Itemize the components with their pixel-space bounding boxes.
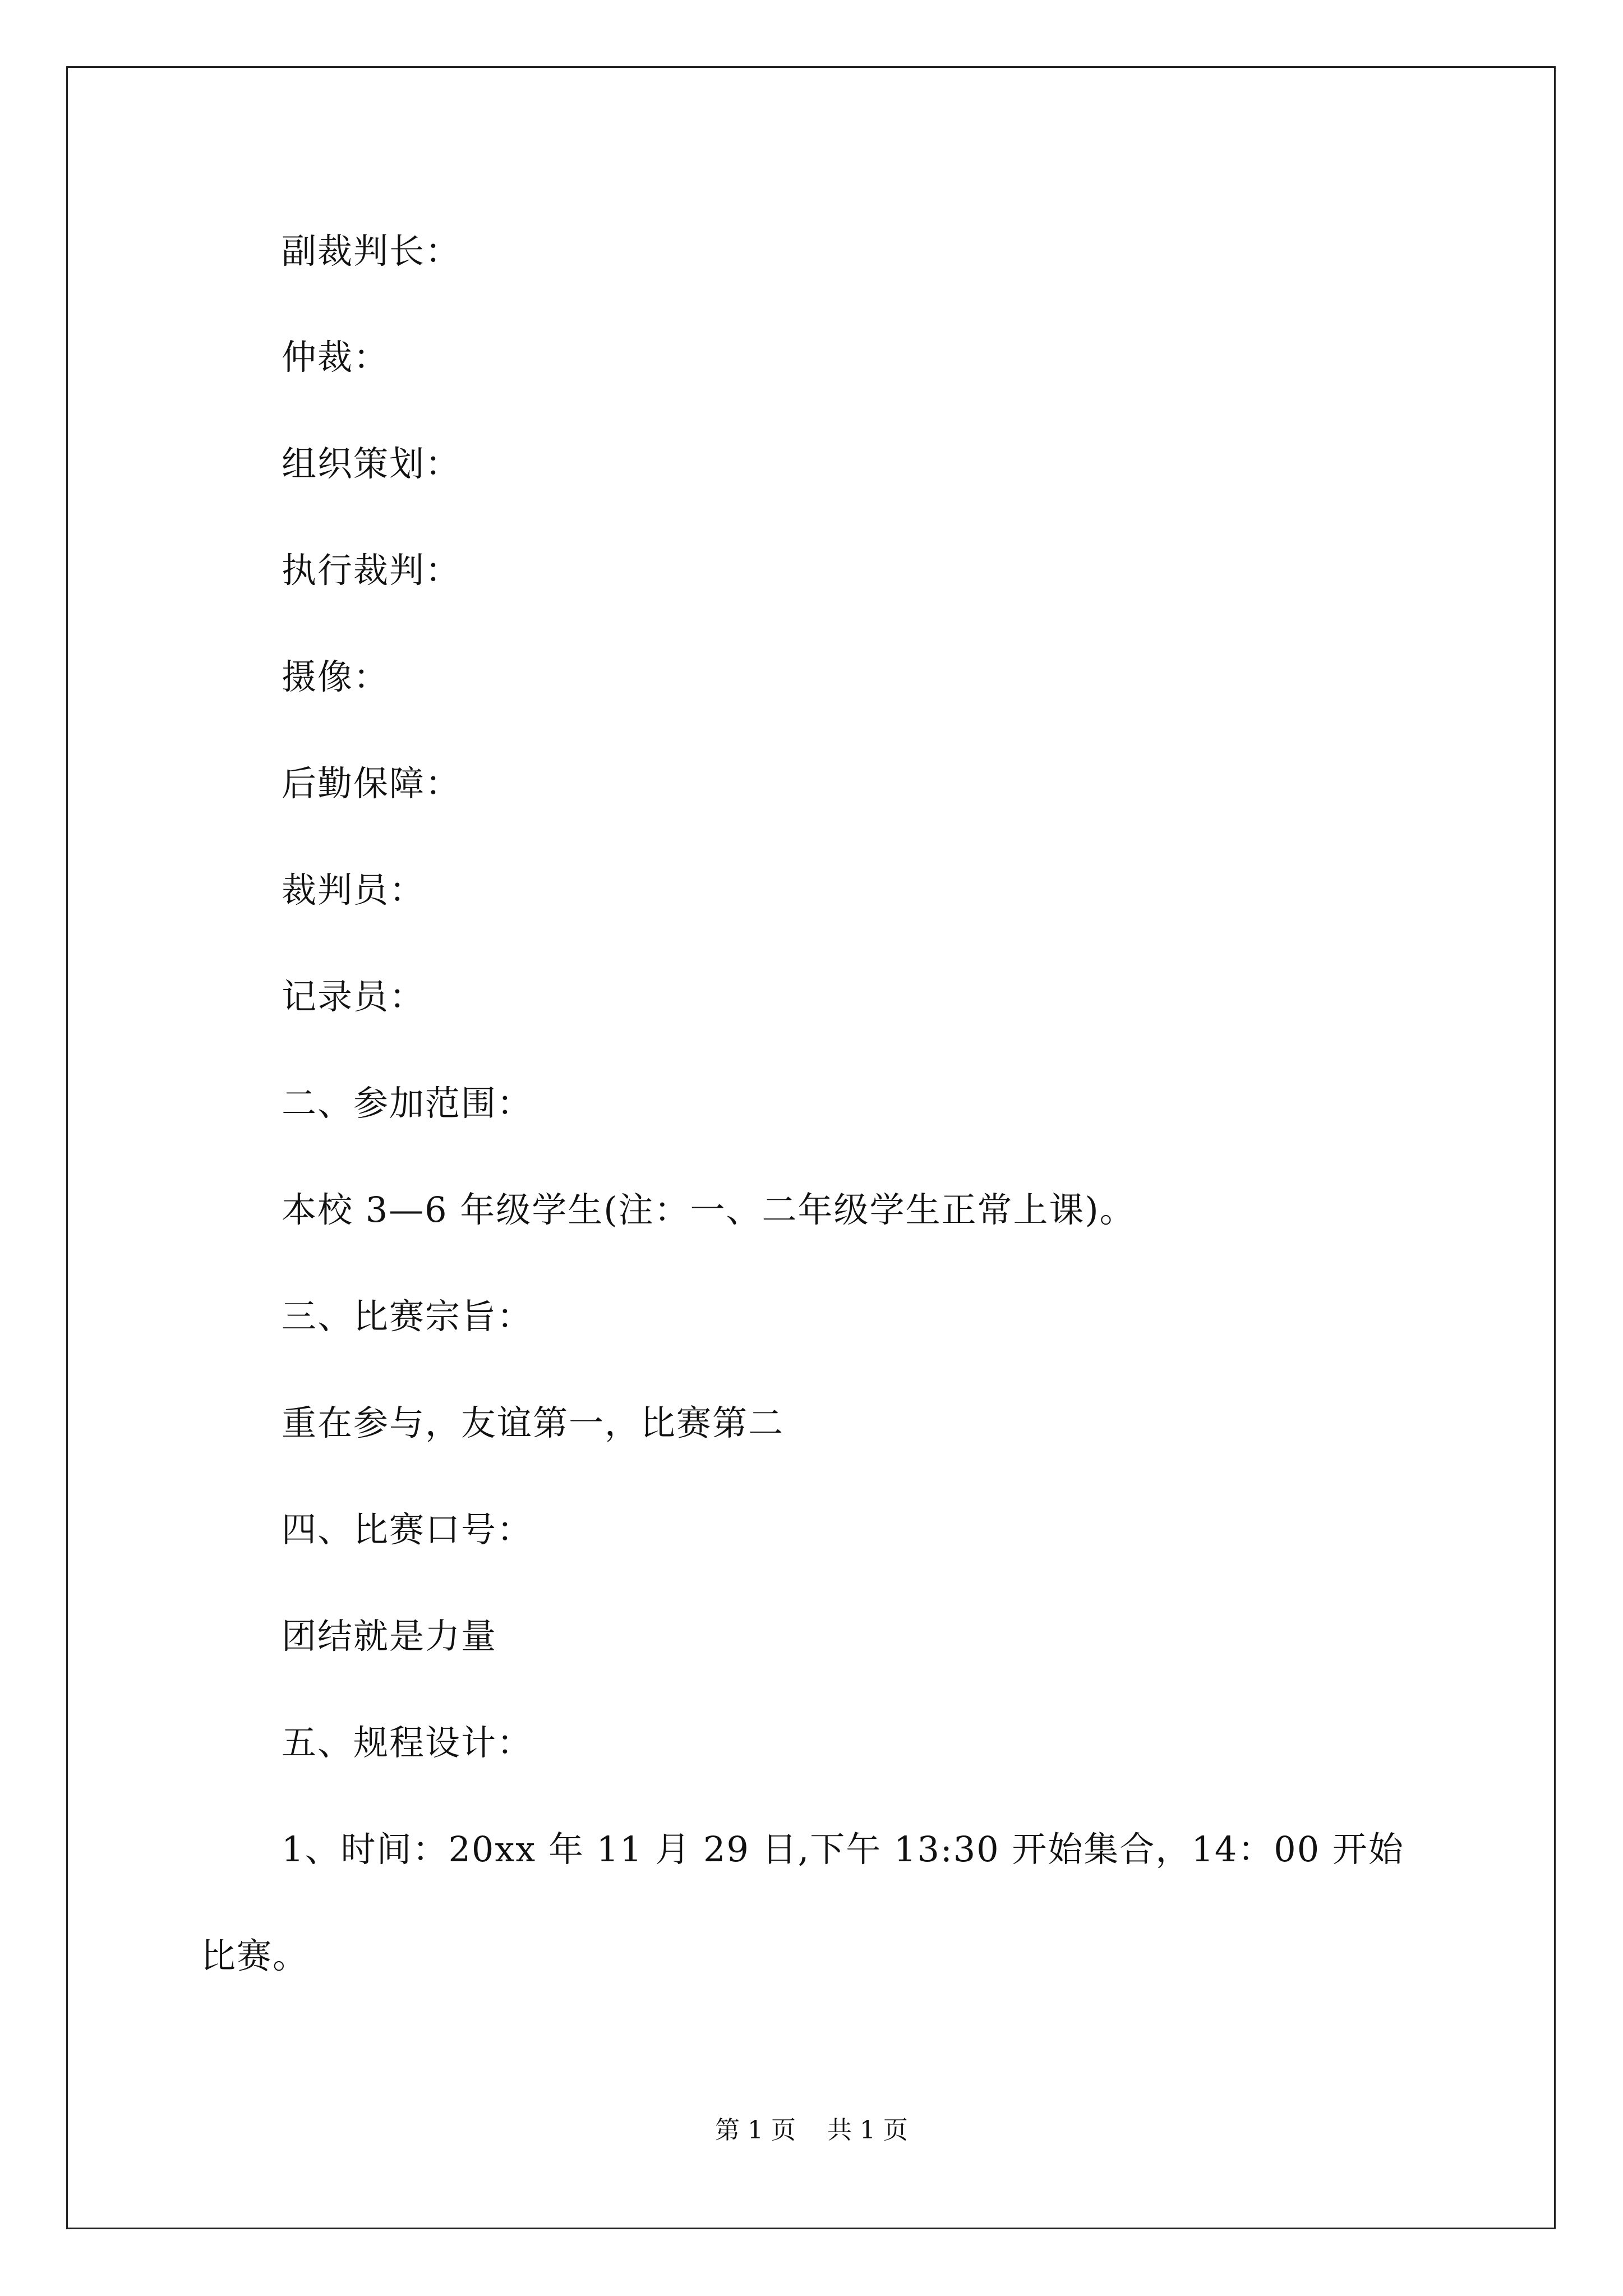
- line-arbitration: 仲裁：: [282, 337, 390, 378]
- line-vice-chief-referee: 副裁判长：: [282, 231, 462, 272]
- section-heading-rules: 五、规程设计：: [282, 1722, 533, 1763]
- paragraph-time: 1、时间：20xx 年 11 月 29 日,下午 13:30 开始集合，14：00 开始: [282, 1829, 1404, 1870]
- paragraph-time-continued: 比赛。: [201, 1935, 309, 1976]
- line-camera: 摄像：: [282, 656, 390, 697]
- section-heading-purpose: 三、比赛宗旨：: [282, 1296, 533, 1337]
- paragraph-purpose: 重在参与，友谊第一，比赛第二: [282, 1402, 785, 1443]
- page-footer: 第 1 页 共 1 页: [715, 2116, 908, 2145]
- line-referees: 裁判员：: [282, 869, 426, 910]
- line-organization-planning: 组织策划：: [282, 443, 462, 484]
- paragraph-scope: 本校 3—6 年级学生(注：一、二年级学生正常上课)。: [282, 1189, 1136, 1230]
- page-border: [66, 66, 1556, 2229]
- section-heading-slogan: 四、比赛口号：: [282, 1509, 533, 1550]
- line-recorders: 记录员：: [282, 976, 426, 1017]
- line-logistics: 后勤保障：: [282, 763, 462, 804]
- line-executive-referee: 执行裁判：: [282, 550, 462, 591]
- paragraph-slogan: 团结就是力量: [282, 1616, 497, 1657]
- section-heading-scope: 二、参加范围：: [282, 1083, 533, 1124]
